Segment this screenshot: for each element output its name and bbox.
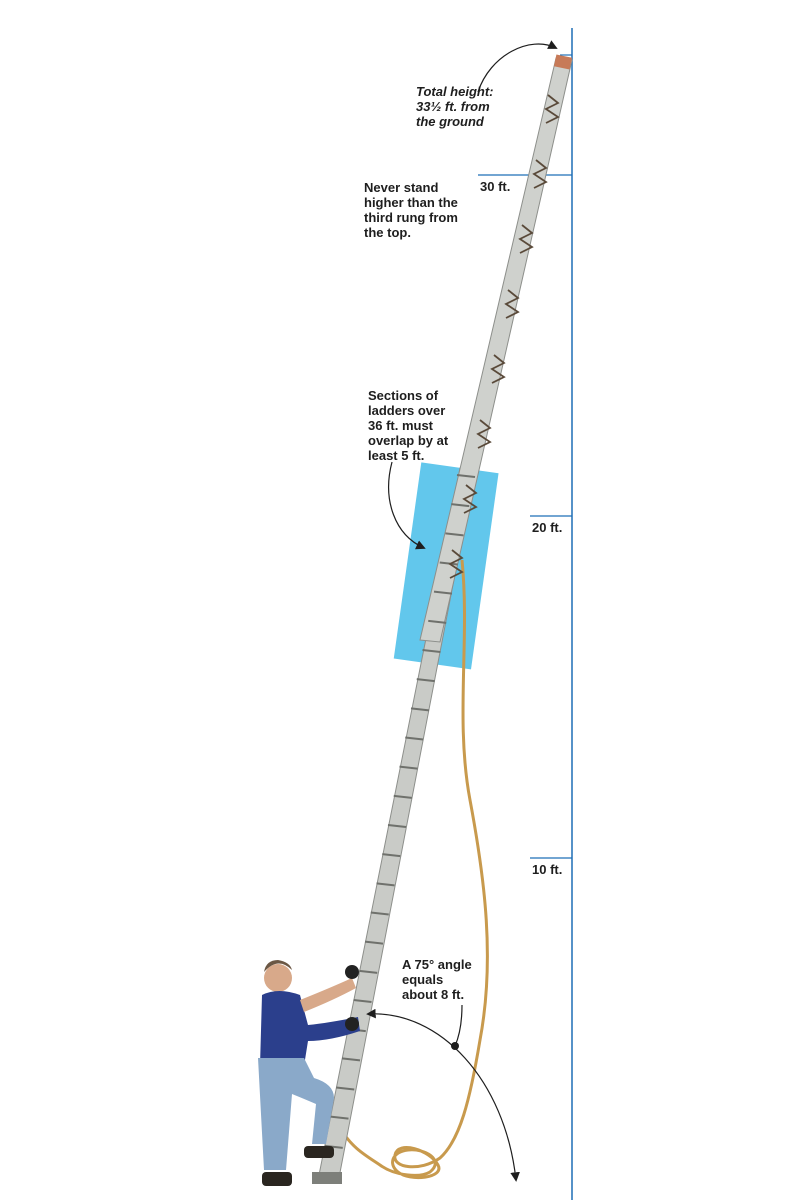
ladder-upper-section — [420, 58, 572, 642]
scale-label-30ft: 30 ft. — [480, 179, 511, 194]
angle-leader — [455, 1005, 462, 1046]
angle-rule-label: A 75° angle equals about 8 ft. — [402, 957, 472, 1002]
total-height-label: Total height: 33½ ft. from the ground — [416, 84, 494, 129]
scale-label-20ft: 20 ft. — [532, 520, 563, 535]
person-boot-right — [304, 1146, 334, 1158]
person-boot-left — [262, 1172, 292, 1186]
person-glove-top — [345, 965, 359, 979]
scale-label-10ft: 10 ft. — [532, 862, 563, 877]
ladder-foot — [312, 1172, 342, 1184]
person-head — [264, 964, 292, 992]
person-arm-upper — [300, 978, 356, 1012]
overlap-rule-label: Sections of ladders over 36 ft. must overlap by at least 5 ft. — [368, 388, 449, 463]
top-rung-warning-label: Never stand higher than the third rung from the top. — [364, 180, 458, 240]
angle-dot — [451, 1042, 459, 1050]
person-glove-mid — [345, 1017, 359, 1031]
